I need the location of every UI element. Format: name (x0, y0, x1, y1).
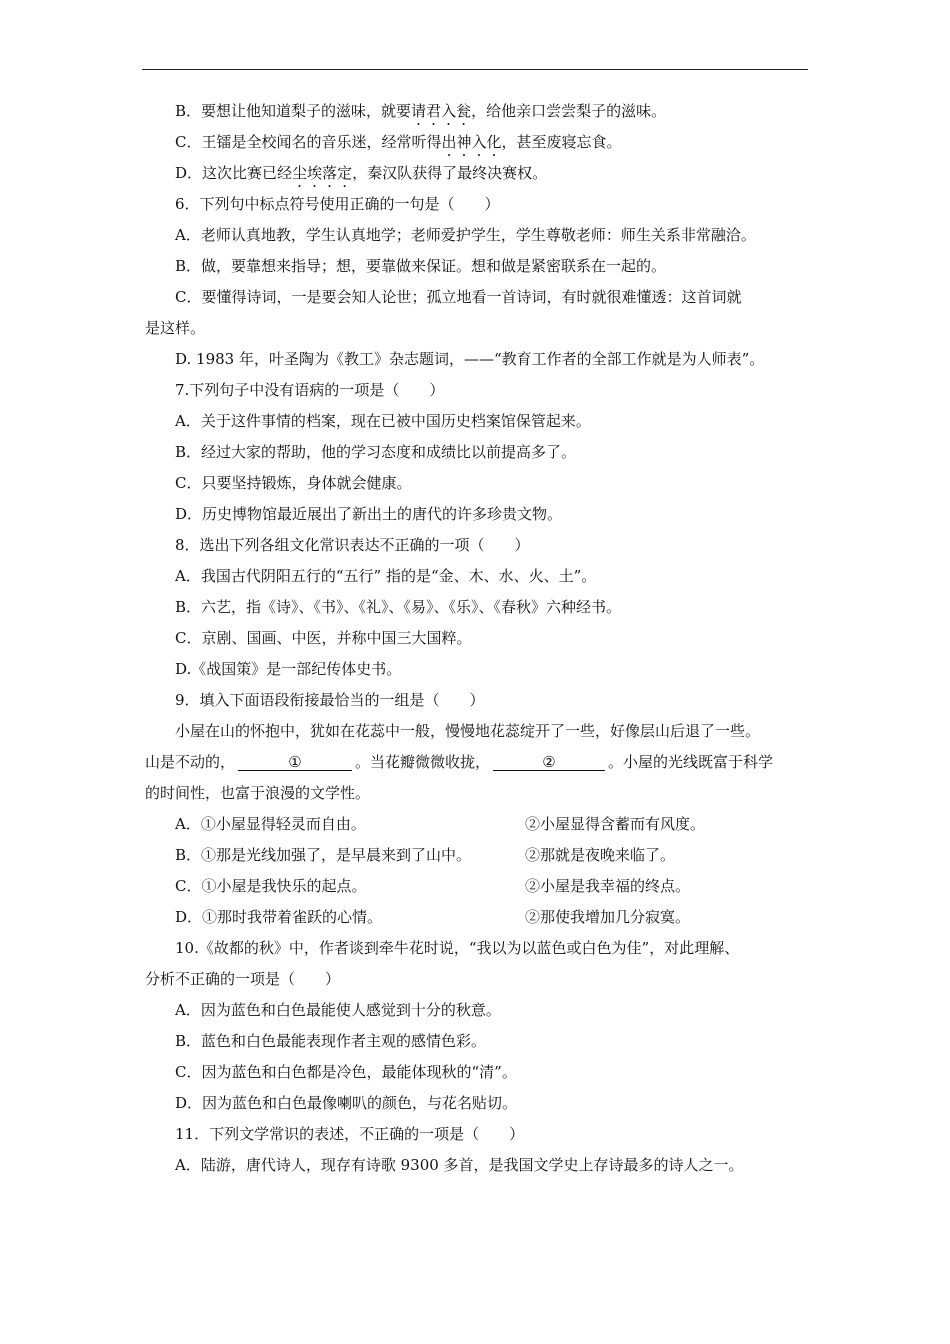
dotted-char: 埃 (307, 164, 323, 182)
dotted-char: 入 (471, 133, 487, 151)
option-part-2: ②小屋是我幸福的终点。 (525, 877, 691, 895)
q5-option-b (145, 96, 810, 127)
q7-stem: 7.下列句子中没有语病的一项是（ ） (175, 381, 445, 399)
dotted-char: 瓮 (456, 102, 472, 120)
dotted-char: 君 (426, 102, 442, 120)
option-part-2: ②小屋显得含蓄而有风度。 (525, 815, 706, 833)
q10-stem-cont: 分析不正确的一项是（ ） (145, 970, 341, 988)
dotted-char: 化 (486, 133, 502, 151)
q6-option-d: D. 1983 年，叶圣陶为《教工》杂志题词，——“教育工作者的全部工作就是为人师表”。 (175, 350, 765, 368)
dotted-char: 入 (441, 102, 457, 120)
text: 山是不动的， (145, 753, 236, 771)
q8-option-b: B．六艺，指《诗》、《书》、《礼》、《易》、《乐》、《春秋》六种经书。 (175, 598, 622, 616)
text: B．要想让他知道梨子的滋味，就要 (175, 102, 412, 120)
q9-passage-line1: 小屋在山的怀抱中，犹如在花蕊中一般，慢慢地花蕊绽开了一些，好像层山后退了一些。 (175, 722, 761, 740)
q8-option-d: D.《战国策》是一部纪传体史书。 (175, 660, 402, 678)
q10-stem: 10.《故都的秋》中，作者谈到牵牛花时说，“我以为以蓝色或白色为佳”，对此理解、 (175, 939, 740, 957)
text: C．王镭是全校闻名的音乐迷，经常听得 (175, 133, 442, 151)
dotted-char: 神 (456, 133, 472, 151)
q9-option-b (145, 840, 810, 871)
dotted-char: 落 (322, 164, 338, 182)
option-part-2: ②那就是夜晚来临了。 (525, 846, 676, 864)
q9-stem: 9．填入下面语段衔接最恰当的一组是（ ） (175, 691, 485, 709)
q6-stem: 6．下列句中标点符号使用正确的一句是（ ） (175, 195, 500, 213)
q7-option-c: C．只要坚持锻炼，身体就会健康。 (175, 474, 412, 492)
dotted-char: 出 (441, 133, 457, 151)
blank-1: ① (238, 754, 352, 771)
blank-2: ② (493, 754, 605, 771)
q11-option-a: A．陆游，唐代诗人，现存有诗歌 9300 多首，是我国文学史上存诗最多的诗人之一。 (175, 1156, 744, 1174)
option-part-1: B．①那是光线加强了，是早晨来到了山中。 (175, 846, 472, 864)
dotted-char: 尘 (292, 164, 308, 182)
q9-option-c (145, 871, 810, 902)
q10-option-a: A．因为蓝色和白色最能使人感觉到十分的秋意。 (175, 1001, 501, 1019)
q10-option-b: B．蓝色和白色最能表现作者主观的感情色彩。 (175, 1032, 487, 1050)
q7-option-b: B．经过大家的帮助，他的学习态度和成绩比以前提高多了。 (175, 443, 577, 461)
option-part-1: D．①那时我带着雀跃的心情。 (175, 908, 383, 926)
text: 。当花瓣微微收拢， (355, 753, 491, 771)
text: ，秦汉队获得了最终决赛权。 (352, 164, 548, 182)
q8-stem: 8．选出下列各组文化常识表达不正确的一项（ ） (175, 536, 530, 554)
q10-option-c: C．因为蓝色和白色都是冷色，最能体现秋的“清”。 (175, 1063, 517, 1081)
q9-passage-line2 (145, 747, 810, 778)
q8-option-c: C．京剧、国画、中医，并称中国三大国粹。 (175, 629, 472, 647)
option-part-1: A．①小屋显得轻灵而自由。 (175, 815, 366, 833)
q5-option-c (145, 127, 810, 158)
q8-option-a: A．我国古代阴阳五行的“五行” 指的是“金、木、水、火、土”。 (175, 567, 597, 585)
q9-passage-line3: 的时间性，也富于浪漫的文学性。 (145, 784, 371, 802)
q10-option-d: D．因为蓝色和白色最像喇叭的颜色，与花名贴切。 (175, 1094, 518, 1112)
text: ，给他亲口尝尝梨子的滋味。 (471, 102, 667, 120)
q6-option-a: A．老师认真地教，学生认真地学；老师爱护学生，学生尊敬老师：师生关系非常融洽。 (175, 226, 756, 244)
text: ，甚至废寝忘食。 (501, 133, 622, 151)
q7-option-d: D．历史博物馆最近展出了新出土的唐代的许多珍贵文物。 (175, 505, 563, 523)
q6-option-c: C．要懂得诗词，一是要会知人论世；孤立地看一首诗词，有时就很难懂透：这首词就 (175, 288, 742, 306)
text: D．这次比赛已经 (175, 164, 293, 182)
option-part-1: C．①小屋是我快乐的起点。 (175, 877, 367, 895)
text: 。小屋的光线既富于科学 (608, 753, 774, 771)
dotted-char: 定 (337, 164, 353, 182)
q9-option-d (145, 902, 810, 933)
header-rule (142, 69, 808, 70)
option-part-2: ②那使我增加几分寂寞。 (525, 908, 691, 926)
q7-option-a: A．关于这件事情的档案，现在已被中国历史档案馆保管起来。 (175, 412, 591, 430)
exam-page (145, 96, 810, 1181)
dotted-char: 请 (411, 102, 427, 120)
q6-option-c-cont: 是这样。 (145, 319, 206, 337)
q6-option-b: B．做，要靠想来指导；想，要靠做来保证。想和做是紧密联系在一起的。 (175, 257, 667, 275)
q9-option-a (145, 809, 810, 840)
q11-stem: 11．下列文学常识的表述，不正确的一项是（ ） (175, 1125, 525, 1143)
